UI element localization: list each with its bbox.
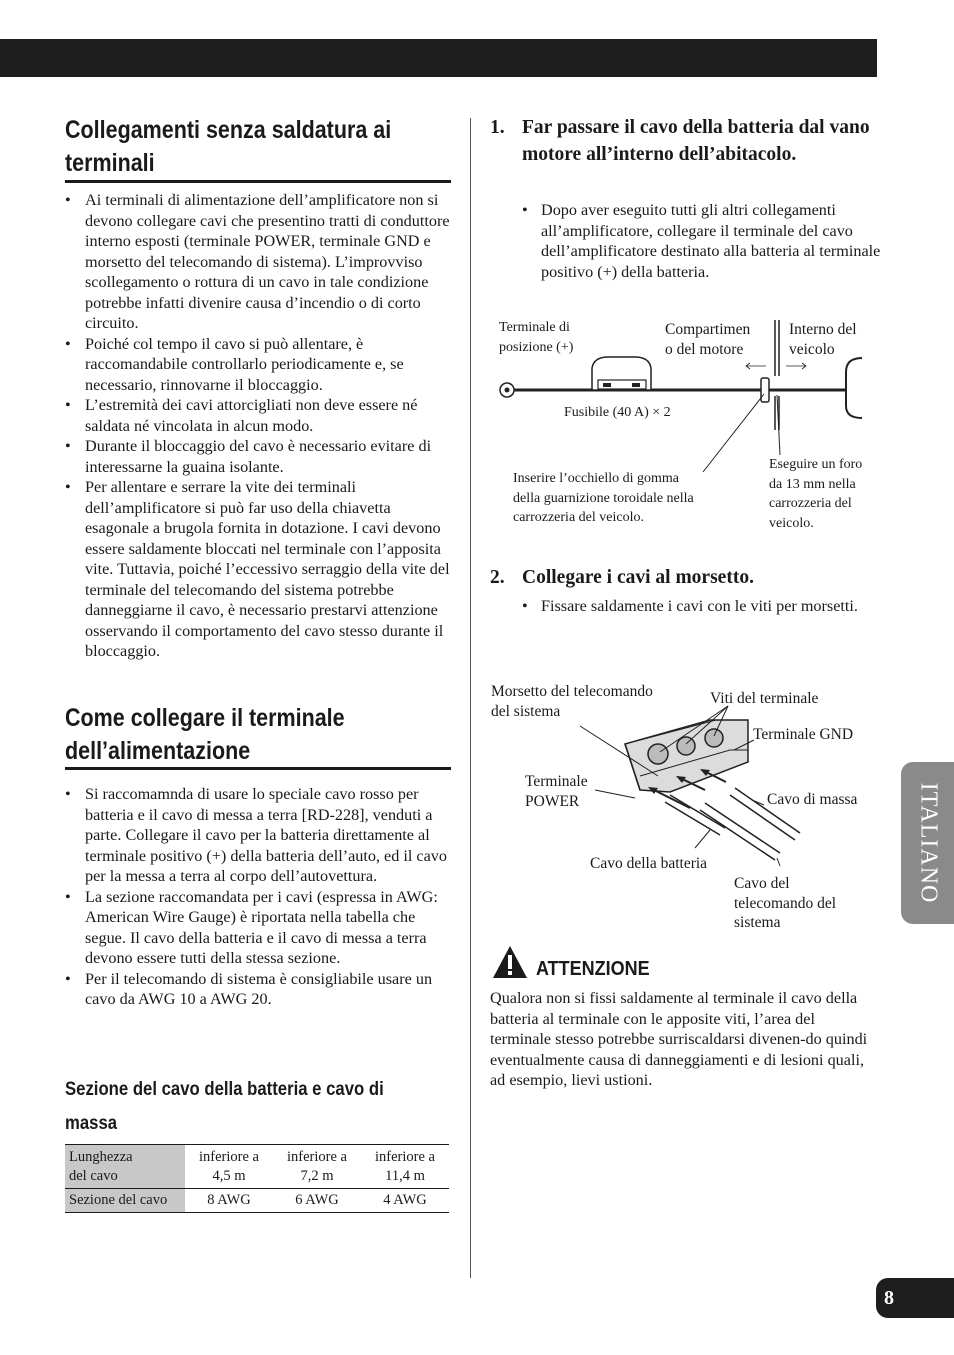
section2-bullets [65, 784, 451, 1010]
section-title-line: Come collegare il terminale [65, 704, 345, 732]
label-fuse: Fusibile (40 A) × 2 [564, 405, 671, 420]
label-power-terminal [525, 772, 588, 811]
page-number: 8 [876, 1278, 954, 1318]
amplifier-connector [846, 358, 862, 418]
table-row-header: Sezione del cavo [65, 1189, 185, 1213]
label-line: Terminale di [499, 320, 570, 335]
section-title-line: Collegamenti senza saldatura ai [65, 116, 392, 144]
table-cell: 8 AWG [207, 1192, 251, 1208]
label-line: carrozzeria del veicolo. [513, 510, 644, 525]
section-rule [65, 767, 451, 770]
label-line: sistema [734, 914, 781, 931]
step-text: Far passare il cavo della batteria dal vano motore all’interno dell’abitacolo. [522, 117, 870, 165]
step-number: 2. [490, 567, 505, 588]
column-divider [470, 118, 471, 1278]
list-item: • Si raccomamnda di usare lo speciale cavo rosso per batteria e il cavo di messa a terra [RD-228], venduti a parte. Collegare il cavo per la batteria direttamente al terminale positivo (+) della batteria dell’auto, ed il cavo per la messa a terra al corpo dell’autovettura. [65, 784, 451, 887]
label-line: veicolo [789, 340, 835, 358]
cell-line: 7,2 m [300, 1167, 334, 1184]
label-gnd-terminal: Terminale GND [753, 726, 854, 743]
label-line: o del motore [665, 340, 744, 358]
label-line: posizione (+) [499, 339, 574, 355]
label-ground-cable: Cavo di massa [767, 791, 858, 808]
step-number: 1. [490, 117, 505, 138]
label-remote-cable [734, 874, 836, 933]
section-title-line: dell’alimentazione [65, 737, 251, 765]
label-vehicle-interior [789, 320, 857, 359]
table-title-line: massa [65, 1113, 118, 1134]
label-line: veicolo. [769, 515, 814, 531]
step-2 [490, 564, 870, 591]
cell-line: inferiore a [287, 1148, 347, 1165]
header-bar [0, 39, 877, 77]
table-cell [185, 1145, 273, 1189]
label-battery-cable: Cavo della batteria [590, 855, 708, 872]
cable-gauge-table [65, 1144, 449, 1213]
language-tab [901, 762, 954, 924]
table-cell [361, 1145, 449, 1189]
cell-line: Lunghezza [69, 1148, 133, 1165]
list-item: • Fissare saldamente i cavi con le viti per morsetti. [522, 596, 882, 617]
list-item: • La sezione raccomandata per i cavi (espressa in AWG: American Wire Gauge) è riportata nella tabella che segue. Il cavo della batteria e il cavo di messa a terra devono essere tutti della stessa sezione. [65, 887, 451, 969]
table-row [65, 1189, 449, 1213]
caution-text: Qualora non si fissi saldamente al terminale il cavo della batteria al terminale con le apposite viti, l’area del terminale stesso potrebbe surriscaldarsi divenen-do quindi eventualmente causa di danneggiamenti e di lesioni quali, ad esempio, lievi ustioni. [490, 989, 868, 1089]
list-item: • Dopo aver eseguito tutti gli altri collegamenti all’amplificatore, collegare il terminale del cavo dell’amplificatore destinato alla batteria al terminale positivo (+) della batteria. [522, 200, 882, 282]
section-title-line: terminali [65, 149, 155, 177]
list-item: • Ai terminali di alimentazione dell’amplificatore non si devono collegare cavi che presentino tratti di conduttore interno esposti (terminale POWER, terminale GND e morsetto del telecomando di sistema). L’improvviso scollegamento o rottura di un cavo in tale condizione potrebbe infatti divenire causa d’incendio o di corto circuito. [65, 190, 451, 334]
label-line: da 13 mm nella [769, 476, 856, 492]
label-line: del sistema [491, 702, 561, 720]
label-line: carrozzeria del [769, 496, 852, 511]
warning-icon [491, 944, 529, 980]
label-line: Compartimen [665, 321, 751, 338]
table-title-line: Sezione del cavo della batteria e cavo di [65, 1079, 384, 1100]
step1-bullets [522, 200, 882, 282]
label-line: Interno del [789, 321, 857, 338]
section-rule [65, 180, 451, 183]
table-title [65, 1073, 384, 1141]
list-item: • Durante il bloccaggio del cavo è necessario evitare di interessarne la guaina isolante. [65, 436, 451, 477]
step-text: Collegare i cavi al morsetto. [522, 567, 754, 588]
table-row [65, 1145, 449, 1189]
direction-arrows [746, 363, 806, 369]
label-grommet [513, 469, 694, 528]
cell-line: 11,4 m [385, 1167, 425, 1184]
list-item: • Poiché col tempo il cavo si può allentare, è raccomandabile controllarlo periodicamente e, se necessario, rinnovarne il bloccaggio. [65, 334, 451, 396]
cell-line: inferiore a [199, 1148, 259, 1165]
label-line: POWER [525, 792, 580, 810]
label-terminal [499, 318, 573, 357]
label-line: Terminale [525, 773, 588, 790]
label-line: telecomando del [734, 894, 836, 912]
label-line: Cavo del [734, 875, 790, 892]
table-cell: 6 AWG [295, 1192, 339, 1208]
label-line: Inserire l’occhiello di gomma [513, 471, 679, 486]
cell-line: del cavo [69, 1167, 118, 1184]
grommet [761, 378, 769, 402]
ring-terminal [500, 383, 514, 397]
section-title-collegamenti [65, 114, 391, 180]
list-item: • Per allentare e serrare la vite dei terminali dell’amplificatore si può far uso della chiavetta esagonale a brugola fornita in dotazione. I cavi devono essere saldamente bloccati nel terminale con l’apposita vite. Tuttavia, poiché l’eccessivo serraggio della vite del terminale del telecomando del sistema potrebbe danneggiarne il cavo, è necessario prestarvi attenzione osservando il comportamento del cavo stesso durante il bloccaggio. [65, 477, 451, 662]
table-row-header [65, 1145, 185, 1189]
label-line: della guarnizione toroidale nella [513, 490, 694, 506]
table-cell [273, 1145, 361, 1189]
label-line: Eseguire un foro [769, 457, 863, 472]
language-tab-label: ITALIANO [915, 782, 941, 904]
caution-title: ATTENZIONE [536, 958, 650, 980]
leader-line [703, 394, 764, 472]
list-item: • Per il telecomando di sistema è consigliabile usare un cavo da AWG 10 a AWG 20. [65, 969, 451, 1010]
step-1 [490, 114, 870, 168]
label-remote-terminal [491, 682, 653, 721]
section1-bullets [65, 190, 451, 662]
label-drill-hole [769, 455, 862, 533]
label-terminal-screws: Viti del terminale [710, 690, 819, 707]
fuse-holder [592, 357, 651, 390]
label-engine-compartment [665, 320, 750, 359]
step2-bullets [522, 596, 882, 617]
list-item: • L’estremità dei cavi attorcigliati non deve essere né saldata né vincolata in alcun modo. [65, 395, 451, 436]
cell-line: 4,5 m [212, 1167, 246, 1184]
section-title-terminale [65, 702, 345, 768]
cell-line: inferiore a [375, 1148, 435, 1165]
table-cell: 4 AWG [383, 1192, 427, 1208]
label-line: Morsetto del telecomando [491, 683, 653, 700]
